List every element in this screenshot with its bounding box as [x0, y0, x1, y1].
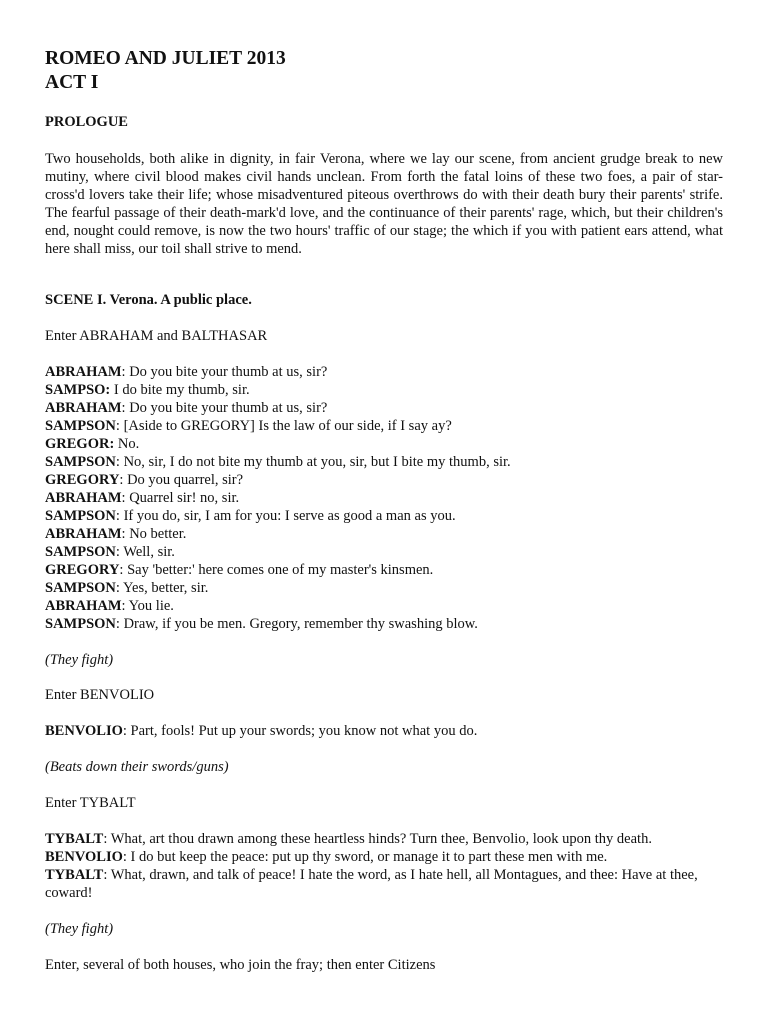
speaker-separator: :	[122, 849, 131, 865]
stage-direction-fight: (They fight)	[45, 652, 114, 668]
dialogue-text: What, art thou drawn among these heartless hinds? Turn thee, Benvolio, look upon thy death.	[110, 831, 652, 847]
dialogue-text: What, drawn, and talk of peace! I hate the word, as I hate hell, all Montagues, and thee: Have at thee, coward!	[45, 867, 698, 901]
stage-direction-fight: (They fight)	[45, 921, 114, 937]
speaker-name: BENVOLIO	[45, 849, 123, 865]
scene-heading: SCENE I. Verona. A public place.	[45, 292, 252, 308]
act-heading: ACT I	[45, 72, 99, 93]
speaker-name: TYBALT	[45, 867, 104, 883]
dialogue-line	[45, 561, 433, 579]
speaker-name: SAMPSO:	[45, 382, 111, 398]
dialogue-text: Quarrel sir! no, sir.	[129, 490, 240, 506]
dialogue-line	[45, 507, 456, 525]
speaker-separator: :	[115, 454, 124, 470]
dialogue-text: Do you bite your thumb at us, sir?	[129, 400, 328, 416]
speaker-name: TYBALT	[45, 831, 104, 847]
dialogue-line	[45, 381, 250, 399]
dialogue-line	[45, 525, 186, 543]
speaker-separator: :	[115, 580, 124, 596]
dialogue-text: If you do, sir, I am for you: I serve as good a man as you.	[123, 508, 456, 524]
dialogue-line	[45, 399, 327, 417]
dialogue-text: Say 'better:' here comes one of my master's kinsmen.	[127, 562, 434, 578]
dialogue-text: No better.	[129, 526, 187, 542]
speaker-name: SAMPSON	[45, 418, 116, 434]
dialogue-line	[45, 435, 139, 453]
dialogue-line	[45, 363, 327, 381]
dialogue-text: I do bite my thumb, sir.	[113, 382, 250, 398]
speaker-separator: :	[103, 831, 111, 847]
speaker-name: ABRAHAM	[45, 526, 122, 542]
dialogue-line	[45, 615, 478, 633]
speaker-separator: :	[115, 418, 124, 434]
dialogue-text: No.	[117, 436, 140, 452]
speaker-name: ABRAHAM	[45, 598, 122, 614]
speaker-separator: :	[119, 472, 128, 488]
dialogue-line	[45, 848, 607, 866]
speaker-name: GREGORY	[45, 562, 120, 578]
prologue-text: Two households, both alike in dignity, in fair Verona, where we lay our scene, from ancient grudge break to new mutiny, where civil blood makes civil hands unclean. From forth the fatal loins of these two foes, a pair of star-cross'd lovers take their life; whose misadventured piteous overthrows do with their death bury their parents' strife. The fearful passage of their death-mark'd love, and the continuance of their parents' rage, which, but their children's end, nought could remove, is now the two hours' traffic of our stage; the which if you with patient ears attend, what here shall miss, our toil shall strive to mend.	[45, 151, 723, 257]
dialogue-line	[45, 417, 452, 435]
speaker-name: SAMPSON	[45, 616, 116, 632]
speaker-separator: :	[103, 867, 111, 883]
speaker-separator: :	[122, 723, 131, 739]
speaker-name: SAMPSON	[45, 508, 116, 524]
stage-direction-beats: (Beats down their swords/guns)	[45, 759, 229, 775]
dialogue-text: Yes, better, sir.	[123, 580, 209, 596]
speaker-separator: :	[121, 490, 130, 506]
dialogue-text: I do but keep the peace: put up thy sword, or manage it to part these men with me.	[130, 849, 608, 865]
dialogue-line	[45, 597, 174, 615]
stage-direction-enter: Enter BENVOLIO	[45, 687, 155, 703]
speaker-separator: :	[121, 364, 130, 380]
dialogue-line	[45, 722, 477, 740]
speaker-name: ABRAHAM	[45, 364, 122, 380]
speaker-name: GREGOR:	[45, 436, 115, 452]
dialogue-text: Well, sir.	[123, 544, 175, 560]
speaker-name: SAMPSON	[45, 454, 116, 470]
dialogue-text: Draw, if you be men. Gregory, remember thy swashing blow.	[123, 616, 478, 632]
dialogue-line	[45, 866, 723, 902]
dialogue-text: Do you quarrel, sir?	[127, 472, 244, 488]
dialogue-text: [Aside to GREGORY] Is the law of our side, if I say ay?	[123, 418, 452, 434]
dialogue-line	[45, 471, 243, 489]
speaker-name: BENVOLIO	[45, 723, 123, 739]
dialogue-line	[45, 579, 208, 597]
speaker-name: SAMPSON	[45, 580, 116, 596]
stage-direction-enter: Enter TYBALT	[45, 795, 136, 811]
speaker-separator: :	[119, 562, 128, 578]
dialogue-line	[45, 453, 511, 471]
speaker-separator: :	[121, 526, 130, 542]
dialogue-text: You lie.	[128, 598, 174, 614]
speaker-separator: :	[115, 616, 124, 632]
speaker-separator: :	[121, 400, 130, 416]
speaker-separator: :	[115, 544, 124, 560]
dialogue-line	[45, 543, 175, 561]
speaker-separator: :	[121, 598, 129, 614]
prologue-heading: PROLOGUE	[45, 114, 128, 130]
speaker-name: ABRAHAM	[45, 490, 122, 506]
dialogue-text: No, sir, I do not bite my thumb at you, sir, but I bite my thumb, sir.	[123, 454, 511, 470]
speaker-separator: :	[115, 508, 124, 524]
dialogue-line	[45, 830, 652, 848]
dialogue-line	[45, 489, 239, 507]
speaker-name: SAMPSON	[45, 544, 116, 560]
document-title: ROMEO AND JULIET 2013	[45, 48, 286, 69]
stage-direction-enter: Enter, several of both houses, who join the fray; then enter Citizens	[45, 957, 436, 973]
dialogue-text: Part, fools! Put up your swords; you know not what you do.	[130, 723, 478, 739]
speaker-name: ABRAHAM	[45, 400, 122, 416]
stage-direction-enter: Enter ABRAHAM and BALTHASAR	[45, 328, 268, 344]
speaker-name: GREGORY	[45, 472, 120, 488]
dialogue-text: Do you bite your thumb at us, sir?	[129, 364, 328, 380]
